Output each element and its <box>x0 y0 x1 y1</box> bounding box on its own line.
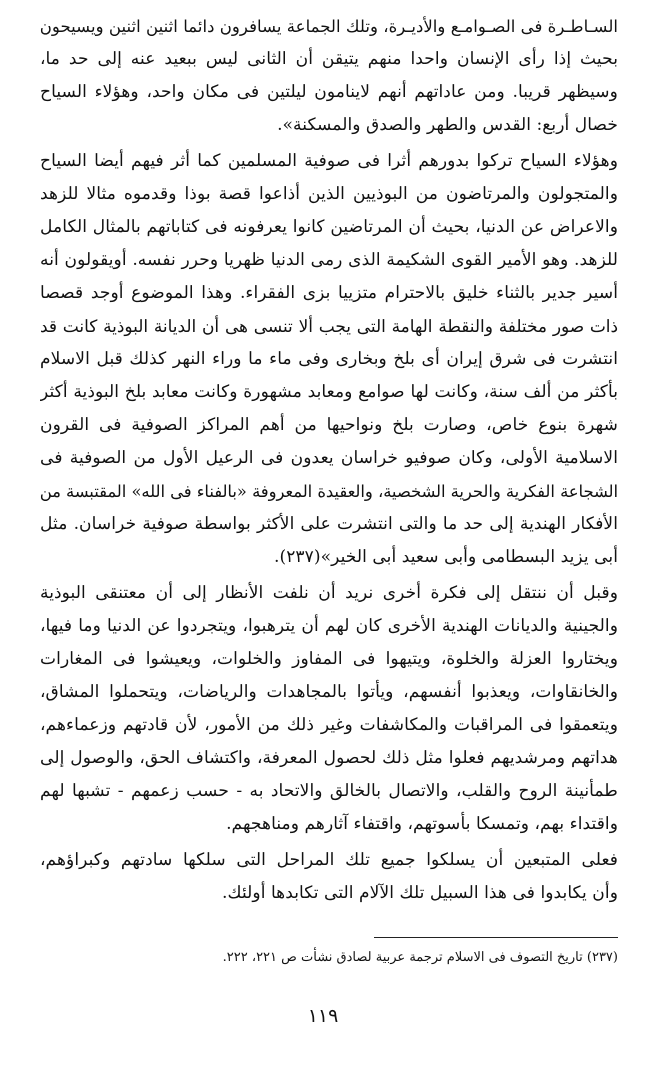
text-line: والجينية والديانات الهندية الأخرى كان لهم أن يترهبوا، ويتجردوا عن الدنيا وما فيها، <box>40 616 618 636</box>
footnote: (٢٣٧) تاريخ التصوف فى الاسلام ترجمة عربية لصادق نشأت ص ٢٢١، ٢٢٢. <box>222 950 618 965</box>
paragraph-2 <box>40 145 618 574</box>
text-line: الاسلامية الأولى، وكان صوفيو خراسان يعدون فى الرعيل الأول من الصوفية فى <box>40 448 618 468</box>
text-line: ذات صور مختلفة والنقطة الهامة التى يجب ألا تنسى هى أن الديانة البوذية كانت قد <box>40 316 618 336</box>
text-line: والاعراض عن الدنيا، بحيث أن المرتاضين كانوا يعرفونه فى كتاباتهم بالمثال الكامل <box>40 217 618 237</box>
text-line: ويتعمقوا فى المراقبات والمكاشفات وغير ذلك من الأمور، لأن قادتهم وزعماءهم، <box>40 715 618 735</box>
footnote-divider <box>374 937 618 938</box>
text-line: شهرة بنوع خاص، وصارت بلخ ونواحيها من أهم المراكز الصوفية فى القرون <box>40 415 618 435</box>
text-line: الشجاعة الفكرية والحرية الشخصية، والعقيدة المعروفة «بالفناء فى الله» المقتبسة من <box>40 482 618 501</box>
text-line: والخانقاوات، ويعذبوا أنفسهم، ويأتوا بالمجاهدات والرياضات، ويتحملوا المشاق، <box>40 682 618 702</box>
body-text <box>40 10 618 910</box>
text-line: خصال أربع: القدس والطهر والصدق والمسكنة». <box>277 115 618 135</box>
text-line: وقبل أن ننتقل إلى فكرة أخرى نريد أن نلفت الأنظار إلى أن معتنقى البوذية <box>40 583 618 603</box>
text-line: والمتجولون والمرتاضون من البوذيين الذين أذاعوا قصة بوذا وقدموه مثالا للزهد <box>40 184 618 204</box>
text-line: وهؤلاء السياح تركوا بدورهم أثرا فى صوفية المسلمين كما أثر فيهم أيضا السياح <box>40 151 618 171</box>
text-line: وأن يكابدوا فى هذا السبيل تلك الآلام التى تكابدها أولئك. <box>222 883 618 903</box>
text-line: بحيث إذا رأى الإنسان واحدا منهم يتيقن أن الثانى ليس ببعيد عنه إلى حد ما، <box>40 49 618 69</box>
text-line: بأكثر من ألف سنة، وكانت لها صوامع ومعابد مشهورة وكانت معابد بلخ البوذية أكثر <box>40 382 618 402</box>
text-line: هداتهم ومرشديهم فعلوا مثل ذلك لحصول المعرفة، واكتشاف الحق، والوصول إلى <box>40 748 618 768</box>
text-line: للزهد. وهو الأمير القوى الشكيمة الذى رمى الدنيا ظهريا وحرر نفسه. أويقولون أنه <box>40 250 618 270</box>
paragraph-4 <box>40 844 618 910</box>
text-line: ويختاروا العزلة والخلوة، ويتيهوا فى المفاوز والخلوات، ويعيشوا فى المغارات <box>40 649 618 669</box>
text-line: وسيظهر قريبا. ومن عاداتهم أنهم لاينامون ليلتين فى مكان واحد، وهؤلاء السياح <box>40 82 618 102</box>
paragraph-1 <box>40 10 618 142</box>
text-line: أسير جدير بالثناء خليق بالاحترام متزييا بزى الفقراء. وهذا الموضوع أوجد قصصا <box>40 283 618 303</box>
text-line: فعلى المتبعين أن يسلكوا جميع تلك المراحل التى سلكها سادتهم وكبراؤهم، <box>40 850 618 870</box>
text-line: السـاطـرة فى الصـوامـع والأديـرة، وتلك الجماعة يسافرون دائما اثنين اثنين ويسيحون <box>40 17 618 36</box>
paragraph-3 <box>40 577 618 841</box>
text-line: أبى يزيد البسطامى وأبى سعيد أبى الخير»(٢٣٧). <box>274 547 618 567</box>
text-line: طمأنينة الروح والقلب، والاتصال بالخالق والاتحاد به - حسب زعمهم - تشبها لهم <box>40 781 618 801</box>
text-line: انتشرت فى شرق إيران أى بلخ وبخارى وفى ماء ما وراء النهر كذلك قبل الاسلام <box>40 349 618 369</box>
text-line: واقتداء بهم، وتمسكا بأسوتهم، واقتفاء آثارهم ومناهجهم. <box>226 814 618 834</box>
page-number: ١١٩ <box>307 1005 339 1027</box>
text-line: الأفكار الهندية إلى حد ما والتى انتشرت على الأكثر بواسطة صوفية خراسان. مثل <box>40 514 618 534</box>
